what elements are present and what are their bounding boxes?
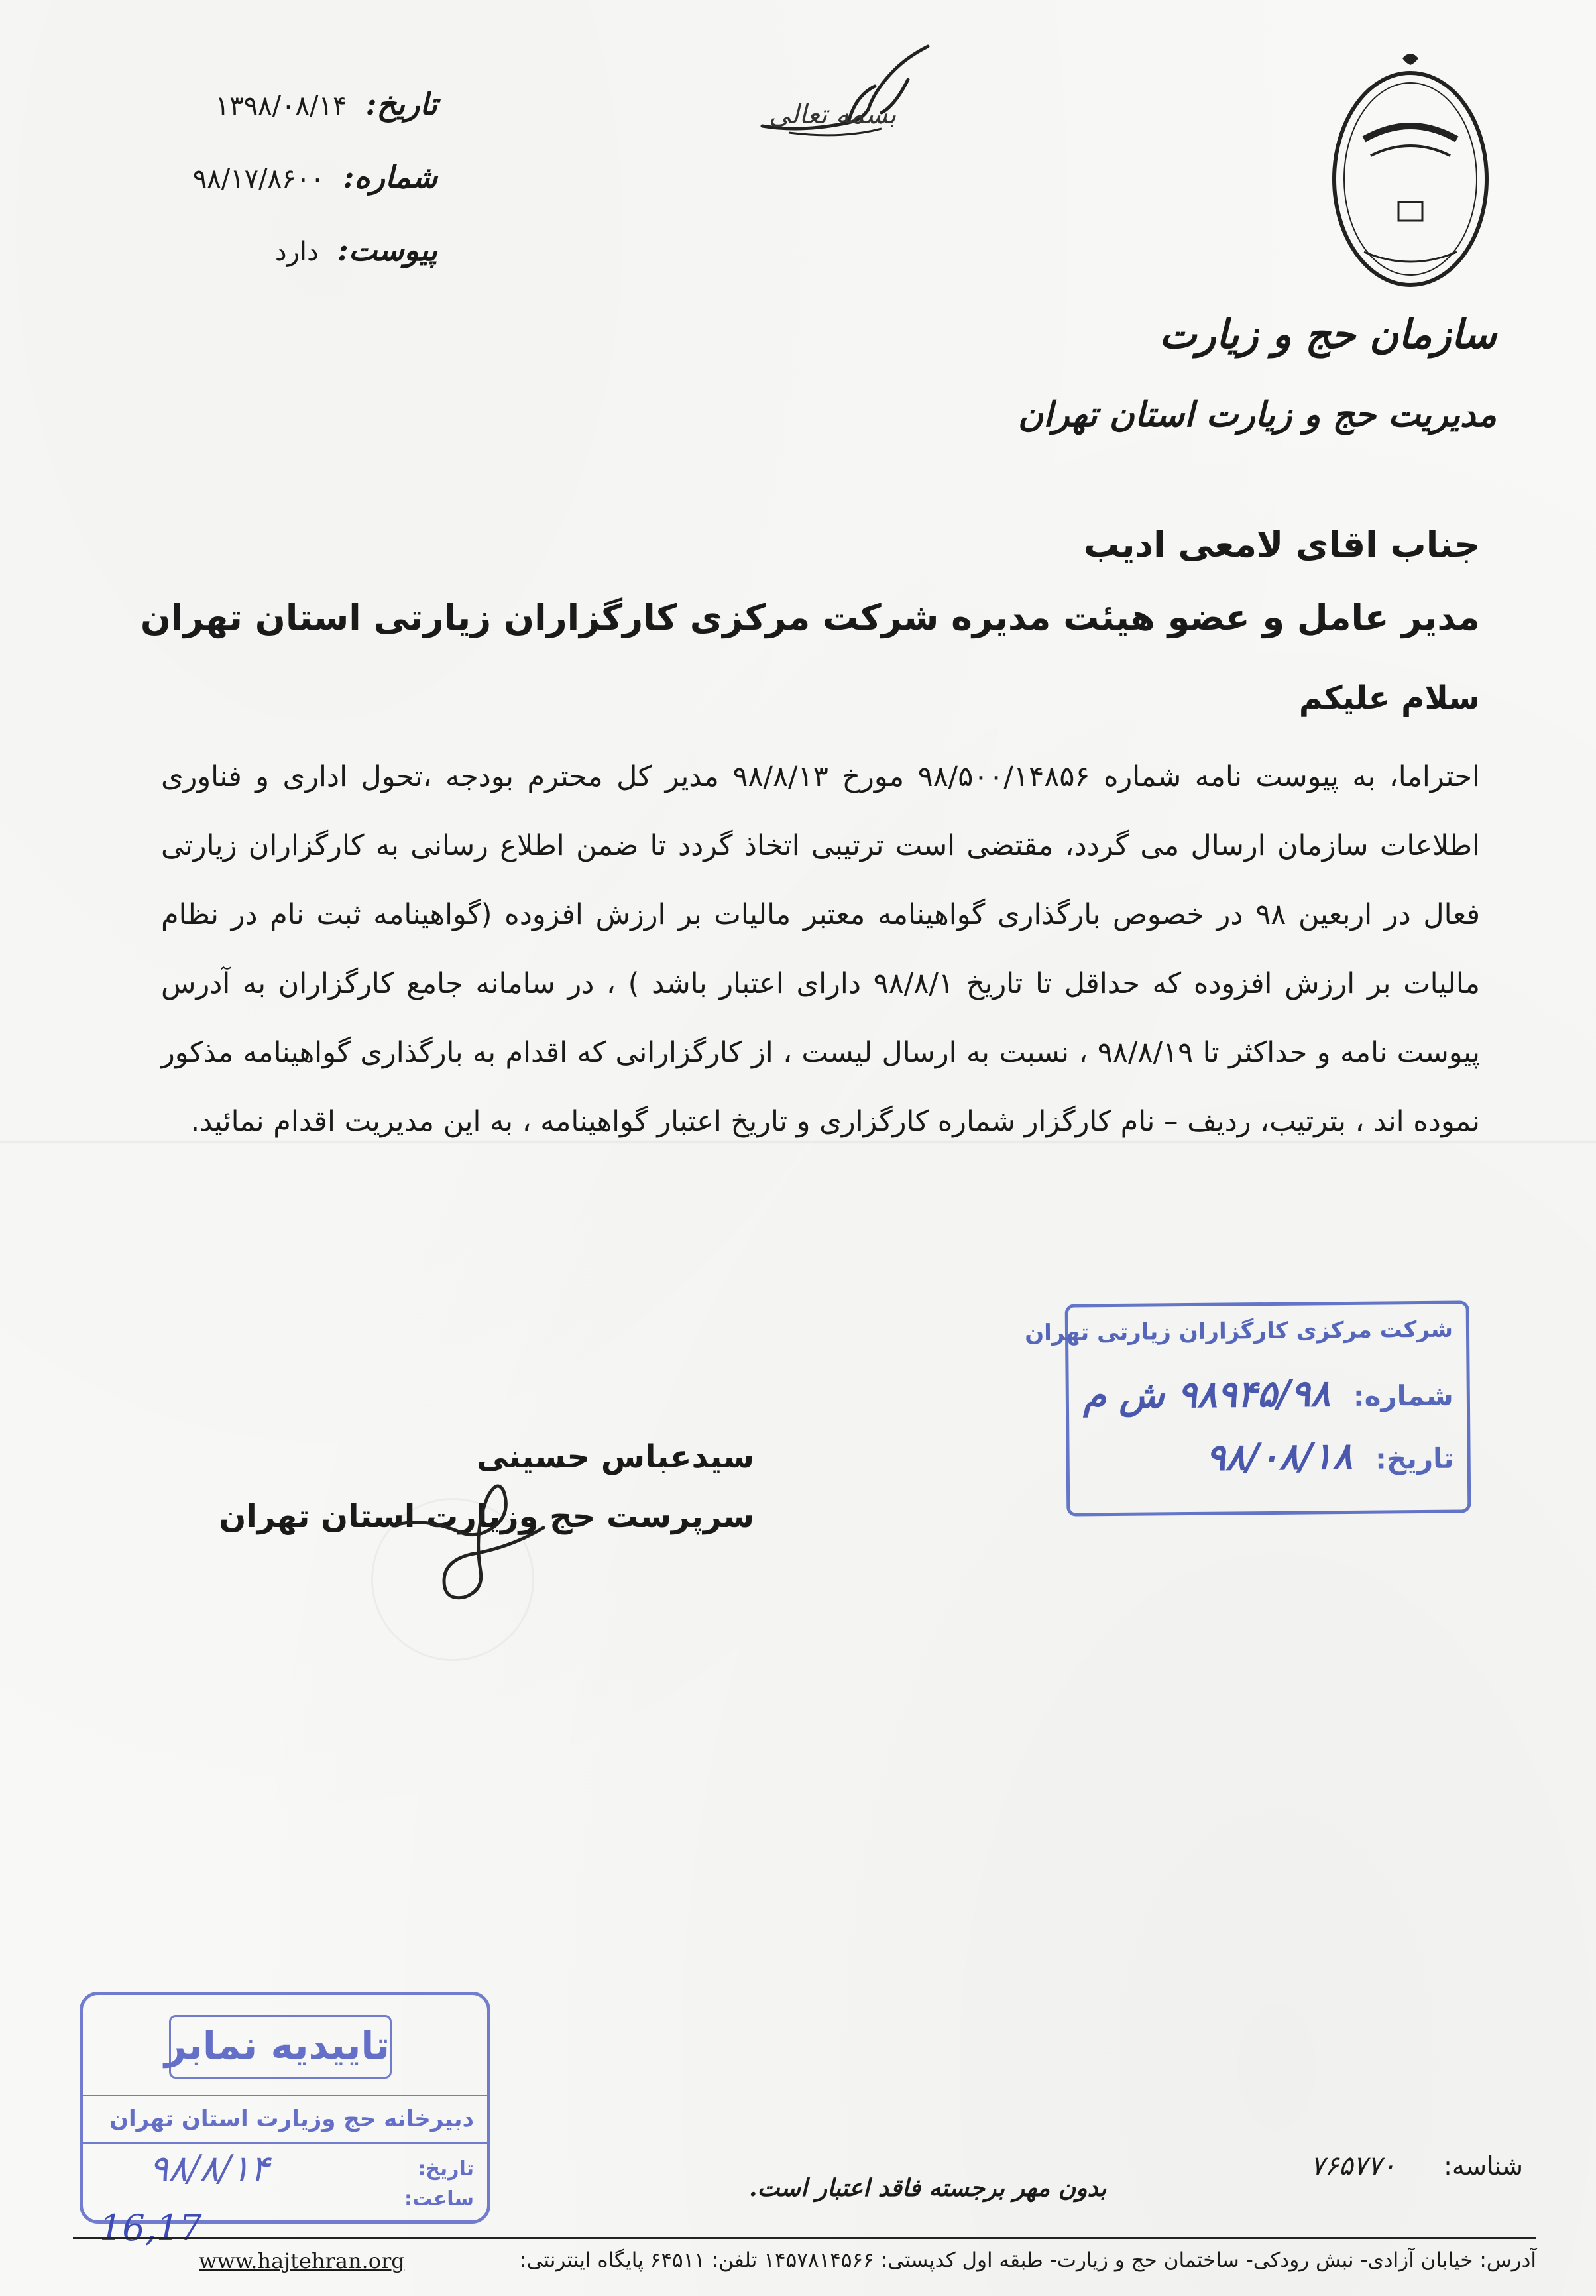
letter-body: احتراما، به پیوست نامه شماره ۹۸/۵۰۰/۱۴۸۵۶ مورخ ۹۸/۸/۱۳ مدیر کل محترم بودجه ،تحول اداری و فناوری اطلاعات سازمان ارسال می گردد، مقتضی است ترتیبی اتخاذ گردد تا ضمن اطلاع رسانی به کارگزاران زیارتی فعال در اربعین ۹۸ در خصوص بارگذاری گواهینامه معتبر مالیات بر ارزش افزوده (گواهینامه ثبت نام در نظام مالیات بر ارزش افزوده که حداقل تا تاریخ ۹۸/۸/۱ دارای اعتبار باشد ) ، در سامانه جامع کارگزاران به آدرس پیوست نامه و حداکثر تا ۹۸/۸/۱۹ ، نسبت به ارسال لیست ، از کارگزارانی که اقدام به بارگذاری گواهینامه مذکور نموده اند ، بترتیب، ردیف – نام کارگزار شماره کارگزاری و تاریخ اعتبار گواهینامه ، به این مدیریت اقدام نمائید. [161, 760, 1481, 1138]
signatory-name: سیدعباس حسینی [476, 1438, 754, 1475]
fax-confirmation-date-label: تاریخ: [418, 2157, 474, 2181]
handwritten-note-scribble [749, 27, 961, 152]
fax-confirmation-time-label: ساعت: [404, 2187, 474, 2210]
fax-confirmation-time-value: 16,17 [99, 2207, 202, 2249]
received-stamp-date-row [1206, 1434, 1454, 1479]
meta-attachment-row [199, 232, 437, 305]
meta-date-label: تاریخ: [365, 86, 437, 122]
received-stamp-number-value: ۹۸۹۴۵/۹۸ ش م [1082, 1371, 1331, 1418]
addressee-name: جناب اقای لامعی ادیب [1084, 524, 1480, 565]
footer-address: آدرس: خیابان آزادی- نبش رودکی- ساختمان حج و زیارت- طبقه اول کدپستی: ۱۴۵۷۸۱۴۵۶۶ تلفن: ۶۴۵۱۱ پایگاه اینترنتی: [520, 2248, 1536, 2272]
fax-confirmation-date-value: ۹۸/۸/۱۴ [149, 2148, 270, 2189]
organization-subtitle: مدیریت حج و زیارت استان تهران [1017, 394, 1497, 435]
document-id [1310, 2151, 1523, 2181]
fax-confirmation-title: تاییدیه نمابر [169, 2015, 392, 2079]
footer-divider [73, 2237, 1536, 2239]
received-stamp-date-value: ۹۸/۰۸/۱۸ [1205, 1434, 1353, 1479]
meta-attachment-label: پیوست: [337, 232, 437, 268]
meta-number-row [192, 159, 437, 232]
document-id-value: ۷۶۵۷۷۰ [1310, 2151, 1396, 2181]
handwritten-signature [371, 1445, 610, 1611]
meta-number-label: شماره: [343, 159, 437, 195]
addressee-title: مدیر عامل و عضو هیئت مدیره شرکت مرکزی کارگزاران زیارتی استان تهران [140, 597, 1480, 638]
fax-confirmation-stamp [80, 1992, 490, 2224]
received-stamp-title: شرکت مرکزی کارگزاران زیارتی تهران [1025, 1316, 1454, 1347]
fax-confirmation-org: دبیرخانه حج وزیارت استان تهران [83, 2095, 487, 2144]
signatory-title: سرپرست حج وزیارت استان تهران [219, 1498, 754, 1535]
letter-meta [192, 86, 437, 305]
handwritten-note-text: بسمه تعالی [769, 99, 897, 130]
organization-name: سازمان حج و زیارت [1159, 312, 1497, 358]
received-stamp [1025, 1300, 1471, 1516]
meta-date-value: ۱۳۹۸/۰۸/۱۴ [215, 91, 347, 121]
meta-attachment-value: دارد [274, 237, 319, 267]
footer-website-link[interactable]: www.hajtehran.org [199, 2248, 405, 2273]
received-stamp-date-label: تاریخ: [1375, 1442, 1454, 1475]
meta-date-row [199, 86, 437, 159]
no-seal-notice: بدون مهر برجسته فاقد اعتبار است. [749, 2174, 1107, 2202]
received-stamp-number-label: شماره: [1353, 1379, 1454, 1412]
hajj-organization-emblem-icon [1324, 46, 1497, 292]
meta-number-value: ۹۸/۱۷/۸۶۰۰ [192, 164, 325, 194]
received-stamp-number-row [1083, 1371, 1454, 1418]
greeting: سلام علیکم [1298, 679, 1480, 717]
document-id-label: شناسه: [1444, 2152, 1523, 2181]
